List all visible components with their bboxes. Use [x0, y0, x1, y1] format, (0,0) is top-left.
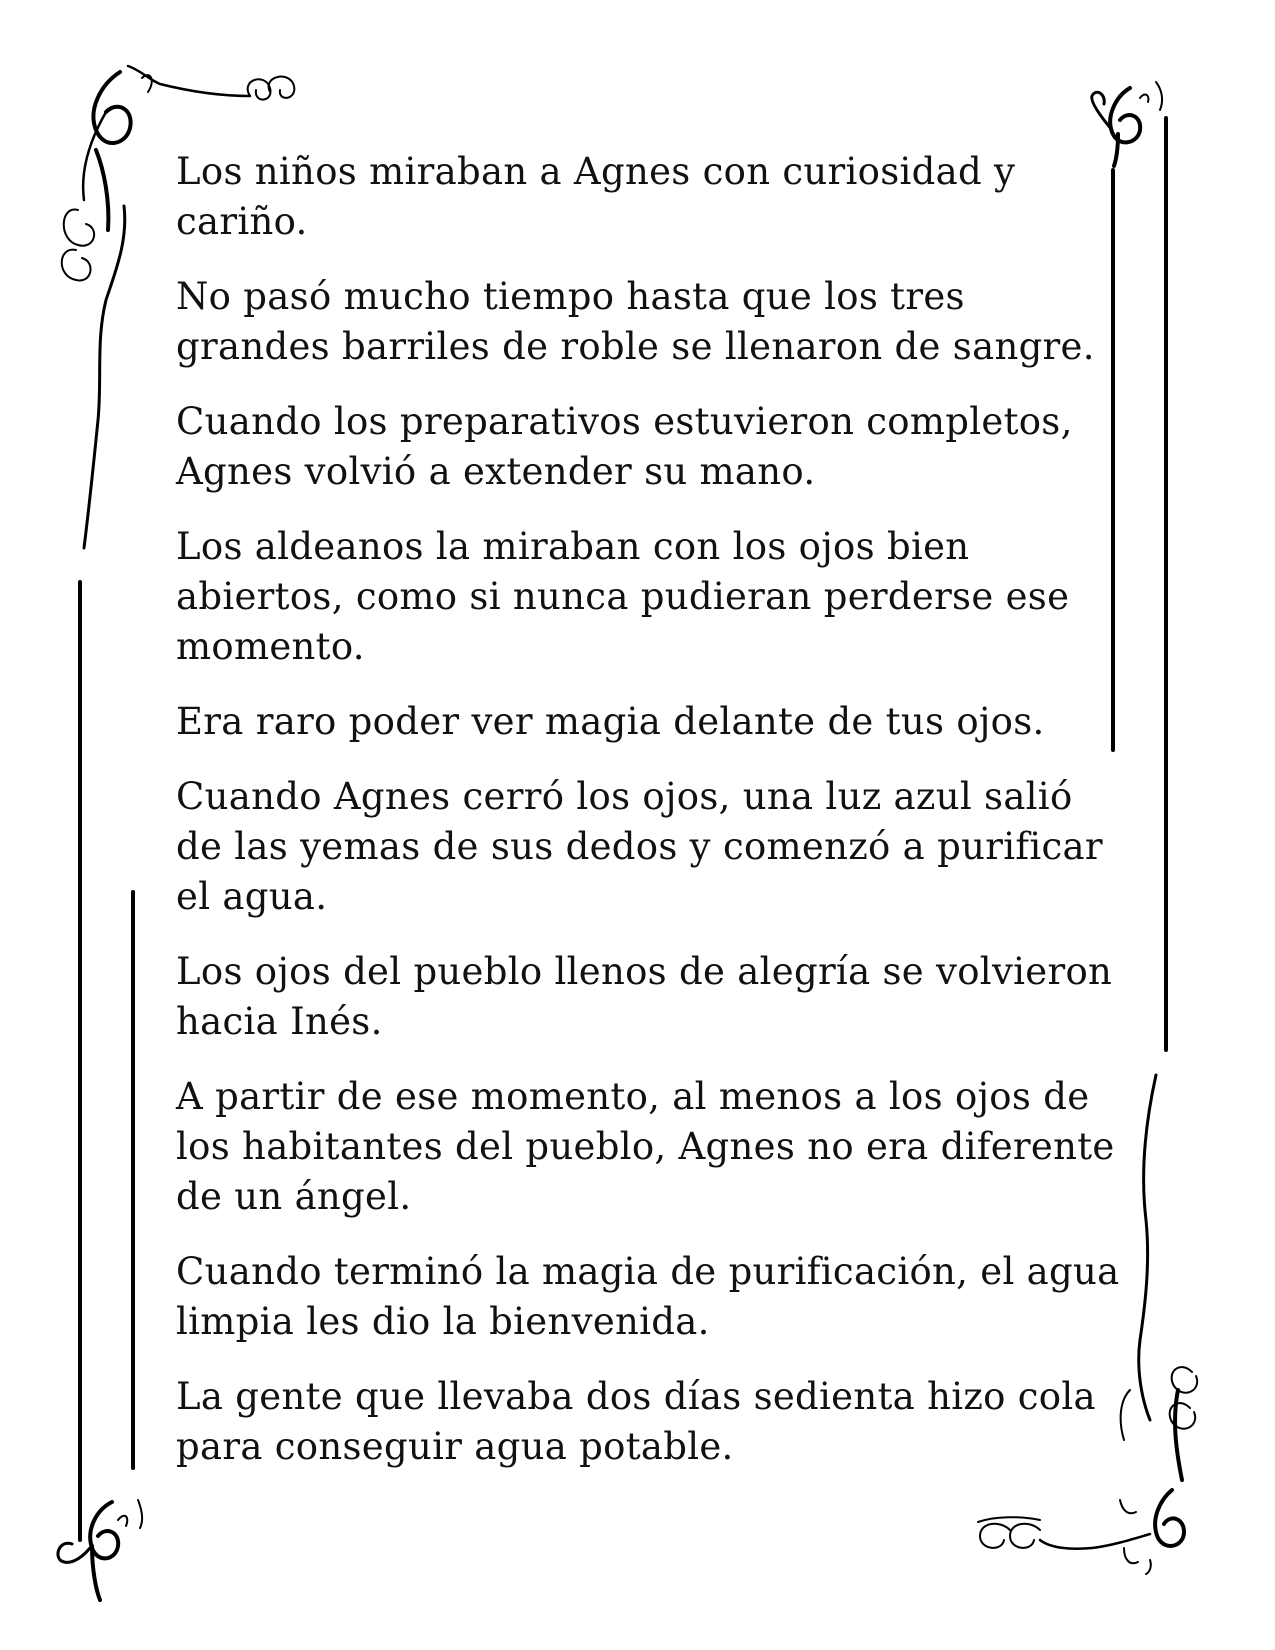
story-text	[176, 147, 1126, 1497]
paragraph: Cuando Agnes cerró los ojos, una luz azul salió de las yemas de sus dedos y comenzó a purificar el agua.	[176, 775, 1103, 918]
paragraph: A partir de ese momento, al menos a los ojos de los habitantes del pueblo, Agnes no era diferente de un ángel.	[176, 1075, 1115, 1218]
paragraph: La gente que llevaba dos días sedienta hizo cola para conseguir agua potable.	[176, 1375, 1096, 1468]
paragraph: Los aldeanos la miraban con los ojos bien abiertos, como si nunca pudieran perderse ese momento.	[176, 525, 1070, 668]
paragraph: Los ojos del pueblo llenos de alegría se volvieron hacia Inés.	[176, 950, 1113, 1043]
paragraph: Cuando los preparativos estuvieron completos, Agnes volvió a extender su mano.	[176, 400, 1073, 493]
paragraph: Era raro poder ver magia delante de tus ojos.	[176, 700, 1045, 743]
paragraph: Cuando terminó la magia de purificación, el agua limpia les dio la bienvenida.	[176, 1250, 1120, 1343]
paragraph: Los niños miraban a Agnes con curiosidad y cariño.	[176, 150, 1016, 243]
paragraph: No pasó mucho tiempo hasta que los tres grandes barriles de roble se llenaron de sangre.	[176, 275, 1095, 368]
bottom-left-flourish	[58, 1500, 142, 1600]
